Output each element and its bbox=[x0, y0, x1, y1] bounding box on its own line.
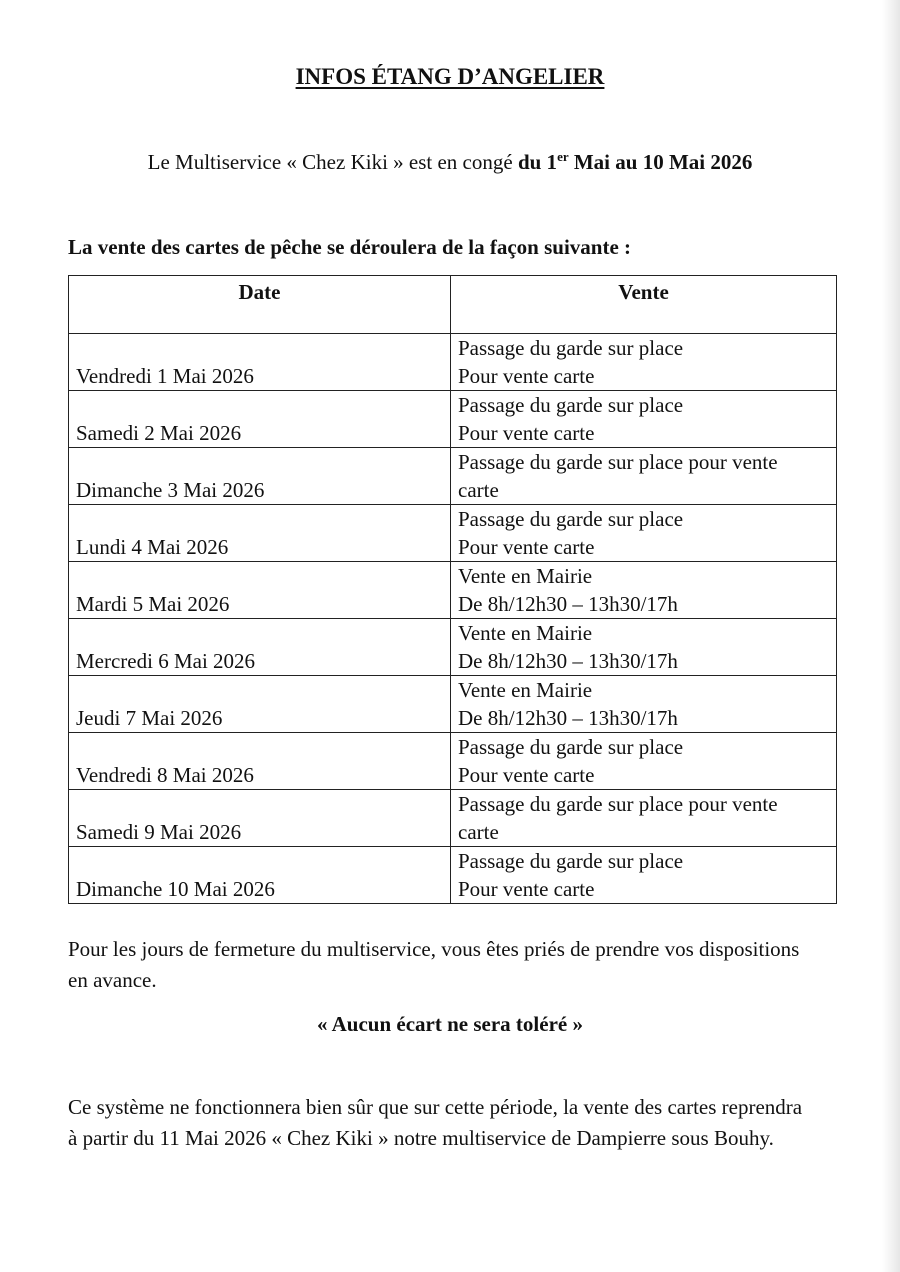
date-cell: Samedi 2 Mai 2026 bbox=[69, 391, 451, 448]
vente-line: carte bbox=[458, 820, 499, 844]
vente-line: Pour vente carte bbox=[458, 877, 595, 901]
table-row bbox=[69, 505, 837, 562]
table-row bbox=[69, 733, 837, 790]
intro-date-start: du 1er Mai au 10 Mai 2026 bbox=[517, 149, 753, 174]
table-row bbox=[69, 619, 837, 676]
vente-line: Passage du garde sur place pour vente bbox=[458, 450, 778, 474]
vente-line: Pour vente carte bbox=[458, 763, 595, 787]
vente-cell bbox=[451, 448, 837, 505]
vente-cell bbox=[451, 619, 837, 676]
vente-cell bbox=[451, 391, 837, 448]
vente-line: carte bbox=[458, 478, 499, 502]
vente-line: Pour vente carte bbox=[458, 535, 595, 559]
table-row bbox=[69, 790, 837, 847]
vente-cell bbox=[451, 676, 837, 733]
date-cell: Lundi 4 Mai 2026 bbox=[69, 505, 451, 562]
vente-cell bbox=[451, 733, 837, 790]
intro-text: Le Multiservice « Chez Kiki » est en congé bbox=[147, 150, 518, 174]
vente-line: Vente en Mairie bbox=[458, 678, 593, 702]
vente-line: Passage du garde sur place bbox=[458, 393, 684, 417]
date-cell: Dimanche 10 Mai 2026 bbox=[69, 847, 451, 904]
vente-cell bbox=[451, 790, 837, 847]
vente-line: Pour vente carte bbox=[458, 421, 595, 445]
table-row bbox=[69, 676, 837, 733]
intro-line bbox=[0, 150, 900, 175]
table-row bbox=[69, 847, 837, 904]
table-header-row bbox=[69, 276, 837, 334]
table-row bbox=[69, 334, 837, 391]
date-cell: Vendredi 8 Mai 2026 bbox=[69, 733, 451, 790]
vente-line: Passage du garde sur place bbox=[458, 735, 684, 759]
date-cell: Mercredi 6 Mai 2026 bbox=[69, 619, 451, 676]
page-title: INFOS ÉTANG D’ANGELIER bbox=[295, 64, 605, 89]
schedule-body bbox=[69, 334, 837, 904]
date-cell: Jeudi 7 Mai 2026 bbox=[69, 676, 451, 733]
vente-line: Vente en Mairie bbox=[458, 621, 593, 645]
vente-line: Passage du garde sur place bbox=[458, 507, 684, 531]
vente-line: Pour vente carte bbox=[458, 364, 595, 388]
vente-line: De 8h/12h30 – 13h30/17h bbox=[458, 592, 678, 616]
schedule-table bbox=[68, 275, 837, 904]
column-header-vente: Vente bbox=[451, 276, 837, 334]
date-cell: Mardi 5 Mai 2026 bbox=[69, 562, 451, 619]
vente-cell bbox=[451, 334, 837, 391]
vente-line: Passage du garde sur place bbox=[458, 336, 684, 360]
section-heading: La vente des cartes de pêche se déroulera de la façon suivante : bbox=[68, 235, 632, 259]
vente-cell bbox=[451, 562, 837, 619]
vente-line: Passage du garde sur place pour vente bbox=[458, 792, 778, 816]
date-cell: Samedi 9 Mai 2026 bbox=[69, 790, 451, 847]
ordinal-superscript: er bbox=[557, 149, 569, 164]
date-cell: Dimanche 3 Mai 2026 bbox=[69, 448, 451, 505]
table-row bbox=[69, 562, 837, 619]
column-header-date: Date bbox=[69, 276, 451, 334]
date-cell: Vendredi 1 Mai 2026 bbox=[69, 334, 451, 391]
page-edge-shadow bbox=[882, 0, 900, 1272]
table-row bbox=[69, 448, 837, 505]
closing-paragraph: Ce système ne fonctionnera bien sûr que sur cette période, la vente des cartes reprendra à partir du 11 Mai 2026 « Chez Kiki » notre multiservice de Dampierre sous Bouhy. bbox=[68, 1095, 803, 1150]
warning-notice: « Aucun écart ne sera toléré » bbox=[317, 1012, 583, 1036]
table-row bbox=[69, 391, 837, 448]
closure-paragraph: Pour les jours de fermeture du multiservice, vous êtes priés de prendre vos dispositions en avance. bbox=[68, 937, 800, 992]
vente-line: Passage du garde sur place bbox=[458, 849, 684, 873]
vente-cell bbox=[451, 505, 837, 562]
vente-cell bbox=[451, 847, 837, 904]
vente-line: Vente en Mairie bbox=[458, 564, 593, 588]
vente-line: De 8h/12h30 – 13h30/17h bbox=[458, 706, 678, 730]
vente-line: De 8h/12h30 – 13h30/17h bbox=[458, 649, 678, 673]
